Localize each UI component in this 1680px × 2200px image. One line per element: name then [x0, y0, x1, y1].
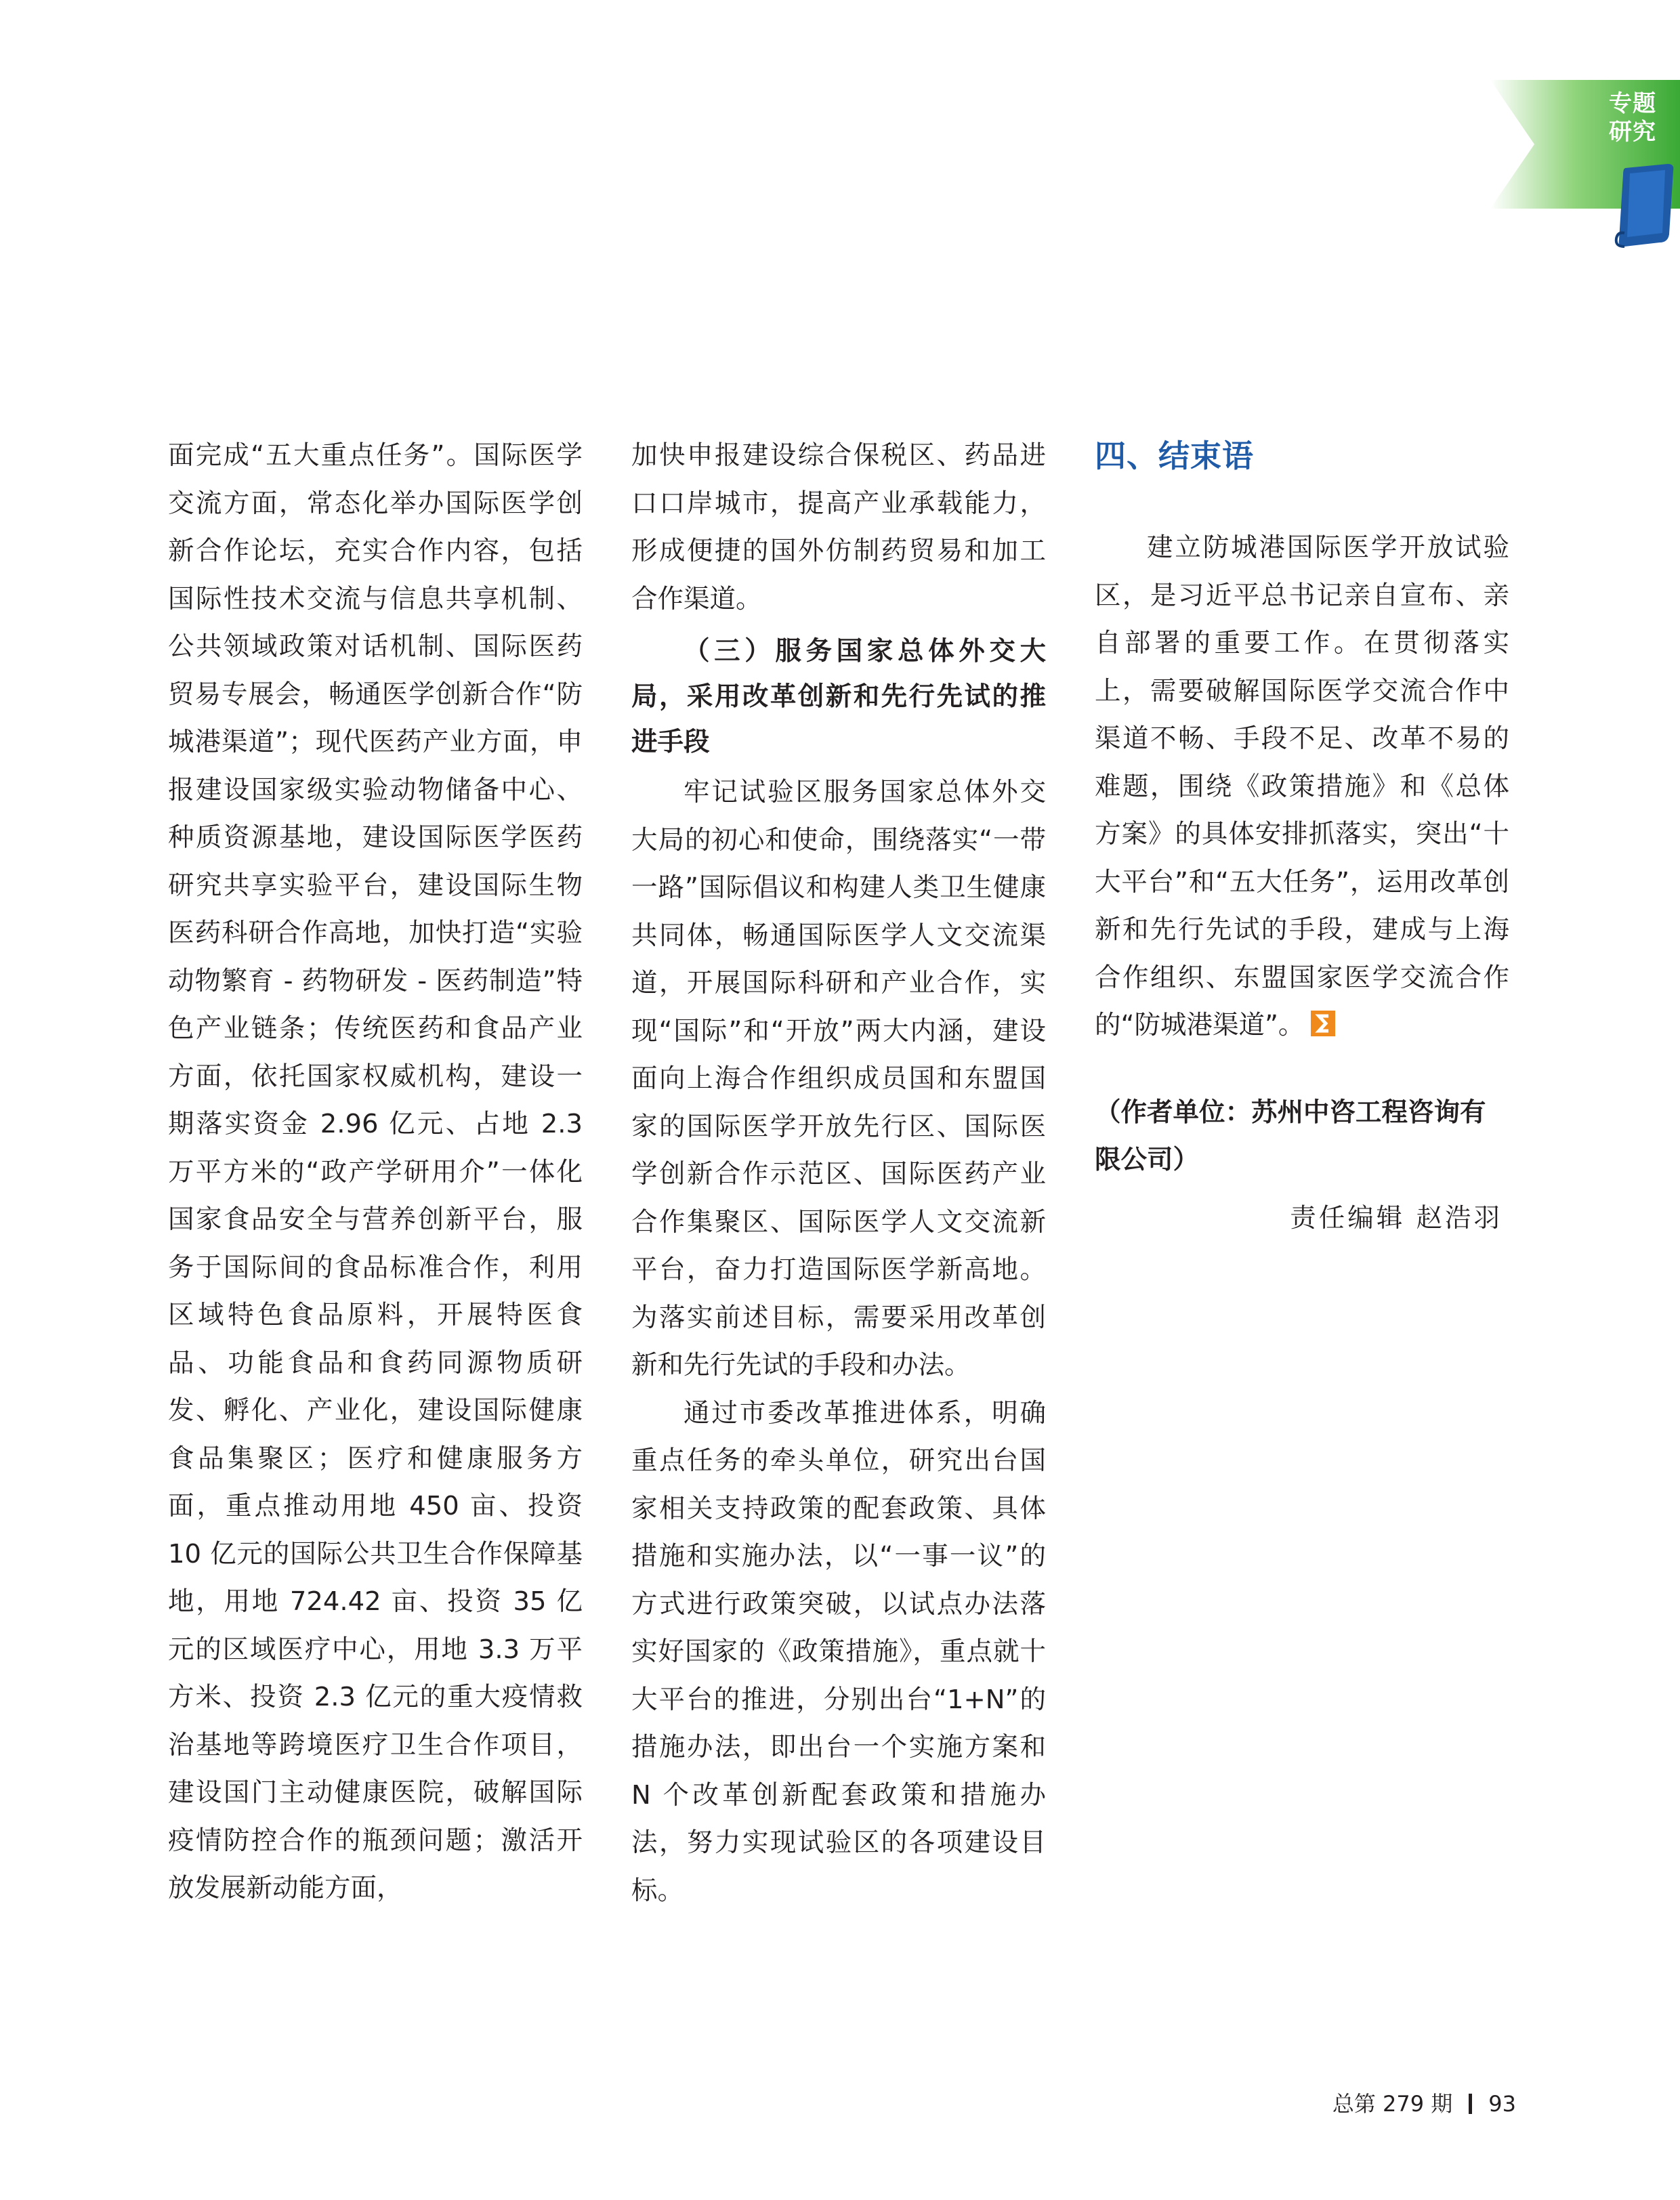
scroll-icon	[1616, 164, 1674, 247]
subsection-heading: （三）服务国家总体外交大局，采用改革创新和先行先试的推进手段	[631, 636, 1046, 757]
body-paragraph: 面完成“五大重点任务”。国际医学交流方面，常态化举办国际医学创新合作论坛，充实合作内容，包括国际性技术交流与信息共享机制、公共领域政策对话机制、国际医药贸易专展会，畅通医学创新合作“防城港渠道”；现代医药产业方面，申报建设国家级实验动物储备中心、种质资源基地，建设国际医学医药研究共享实验平台，建设国际生物医药科研合作高地，加快打造“实验动物繁育 - 药物研发 - 医药制造”特色产业链条；传统医药和食品产业方面，依托国家权威机构，建设一期落实资金 2.96 亿元、占地 2.3 万平方米的“政产学研用介”一体化国家食品安全与营养创新平台，服务于国际间的食品标准合作，利用区域特色食品原料，开展特医食品、功能食品和食药同源物质研发、孵化、产业化，建设国际健康食品集聚区；医疗和健康服务方面，重点推动用地 450 亩、投资 10 亿元的国际公共卫生合作保障基地，用地 724.42 亩、投资 35 亿元的区域医疗中心，用地 3.3 万平方米、投资 2.3 亿元的重大疫情救治基地等跨境医疗卫生合作项目，建设国门主动健康医院，破解国际疫情防控合作的瓶颈问题；激活开放发展新动能方面，	[168, 440, 583, 1903]
conclusion-block	[1095, 524, 1509, 1050]
footer-divider	[1469, 2094, 1472, 2114]
section-tab-label	[1592, 89, 1673, 146]
body-paragraph: 加快申报建设综合保税区、药品进口口岸城市，提高产业承载能力，形成便捷的国外仿制药贸易和加工合作渠道。	[631, 440, 1046, 614]
column-middle	[631, 432, 1046, 1915]
section-tab-line2: 研究	[1609, 119, 1656, 146]
page-number: 93	[1488, 2091, 1516, 2117]
issue-number: 总第 279 期	[1332, 2091, 1453, 2117]
column-left	[168, 432, 583, 1913]
column-right	[1095, 432, 1509, 1235]
body-paragraph	[1095, 524, 1509, 1050]
section-tab	[1490, 80, 1680, 256]
page-footer	[1332, 2090, 1516, 2117]
body-paragraph: 牢记试验区服务国家总体外交大局的初心和使命，围绕落实“一带一路”国际倡议和构建人类卫生健康共同体，畅通国际医学人文交流渠道，开展国际科研和产业合作，实现“国际”和“开放”两大内涵，建设面向上海合作组织成员国和东盟国家的国际医学开放先行区、国际医学创新合作示范区、国际医药产业合作集聚区、国际医学人文交流新平台，奋力打造国际医学新高地。为落实前述目标，需要采用改革创新和先行先试的手段和办法。	[631, 777, 1046, 1380]
conclusion-text: 建立防城港国际医学开放试验区，是习近平总书记亲自宣布、亲自部署的重要工作。在贯彻落实上，需要破解国际医学交流合作中渠道不畅、手段不足、改革不易的难题，围绕《政策措施》和《总体方案》的具体安排抓落实，突出“十大平台”和“五大任务”，运用改革创新和先行先试的手段，建成与上海合作组织、东盟国家医学交流合作的“防城港渠道”。	[1095, 532, 1509, 1040]
body-paragraph: 通过市委改革推进体系，明确重点任务的牵头单位，研究出台国家相关支持政策的配套政策、具体措施和实施办法，以“一事一议”的方式进行政策突破，以试点办法落实好国家的《政策措施》，重点就十大平台的推进，分别出台“1+N”的措施办法，即出台一个实施方案和 N 个改革创新配套政策和措施办法，努力实现试验区的各项建设目标。	[631, 1397, 1046, 1906]
section-heading: 四、结束语	[1095, 438, 1254, 474]
section-tab-line1: 专题	[1609, 90, 1656, 117]
end-mark-icon	[1311, 1011, 1335, 1036]
responsible-editor: 责任编辑 赵浩羽	[1290, 1202, 1503, 1233]
author-affiliation: （作者单位：苏州中咨工程咨询有限公司）	[1095, 1097, 1486, 1175]
